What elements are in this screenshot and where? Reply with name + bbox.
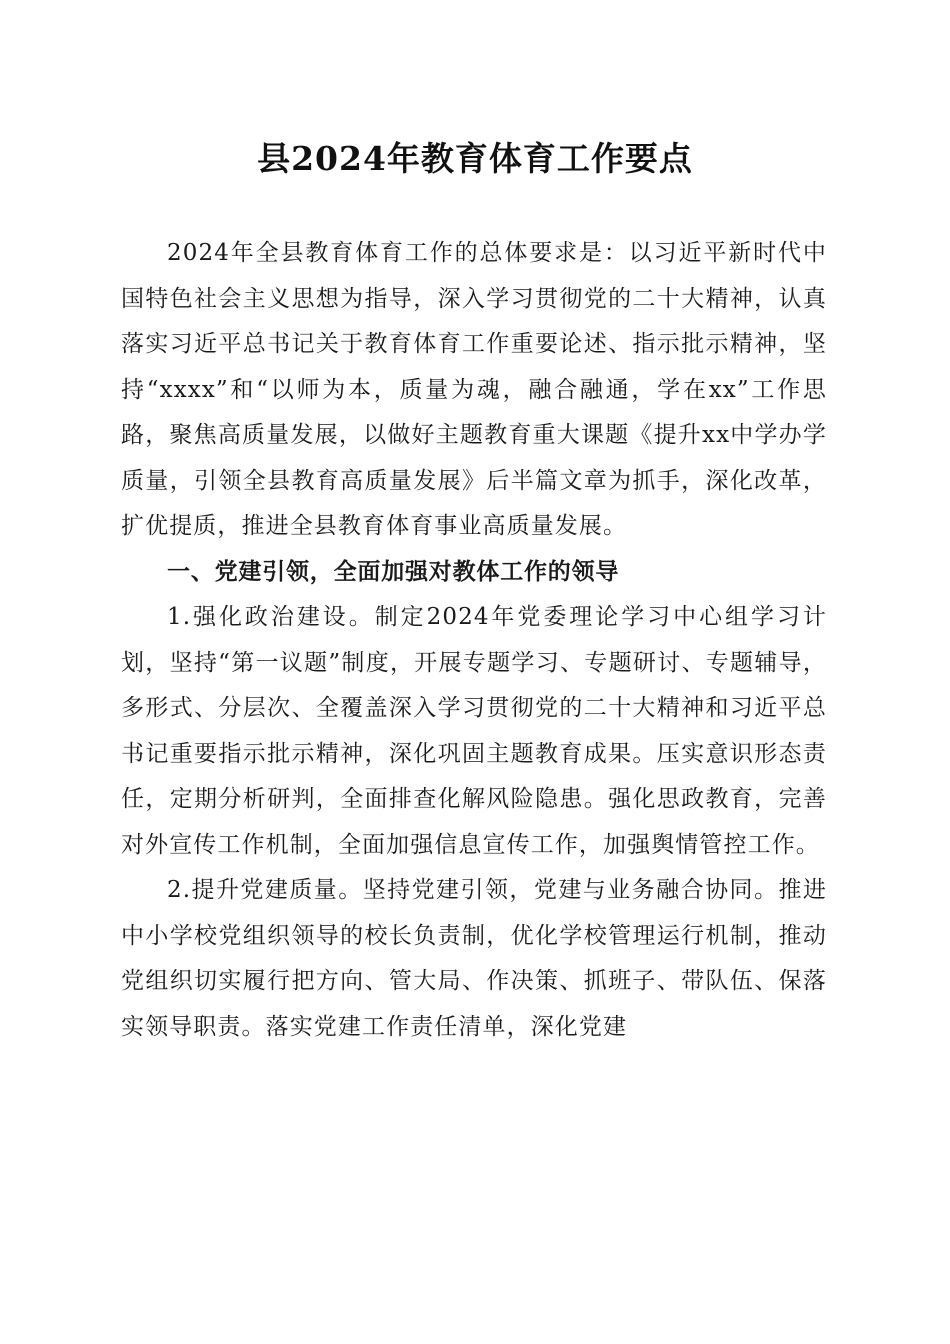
document-title: 县2024年教育体育工作要点 bbox=[257, 139, 693, 178]
document-body bbox=[121, 231, 827, 1050]
item-paragraph-2: 2.提升党建质量。坚持党建引领，党建与业务融合协同。推进中小学校党组织领导的校长负责制，优化学校管理运行机制，推动党组织切实履行把方向、管大局、作决策、抓班子、带队伍、保落实领导职责。落实党建工作责任清单，深化党建 bbox=[121, 877, 827, 1040]
section-heading-1: 一、党建引领，全面加强对教体工作的领导 bbox=[167, 558, 620, 585]
intro-paragraph: 2024年全县教育体育工作的总体要求是：以习近平新时代中国特色社会主义思想为指导，深入学习贯彻党的二十大精神，认真落实习近平总书记关于教育体育工作重要论述、指示批示精神，坚持“xxxx”和“以师为本，质量为魂，融合融通，学在xx”工作思路，聚焦高质量发展，以做好主题教育重大课题《提升xx中学办学质量，引领全县教育高质量发展》后半篇文章为抓手，深化改革，扩优提质，推进全县教育体育事业高质量发展。 bbox=[121, 240, 827, 539]
item-paragraph-1: 1.强化政治建设。制定2024年党委理论学习中心组学习计划，坚持“第一议题”制度，开展专题学习、专题研讨、专题辅导，多形式、分层次、全覆盖深入学习贯彻党的二十大精神和习近平总书记重要指示批示精神，深化巩固主题教育成果。压实意识形态责任，定期分析研判，全面排查化解风险隐患。强化思政教育，完善对外宣传工作机制，全面加强信息宣传工作，加强舆情管控工作。 bbox=[121, 604, 827, 858]
